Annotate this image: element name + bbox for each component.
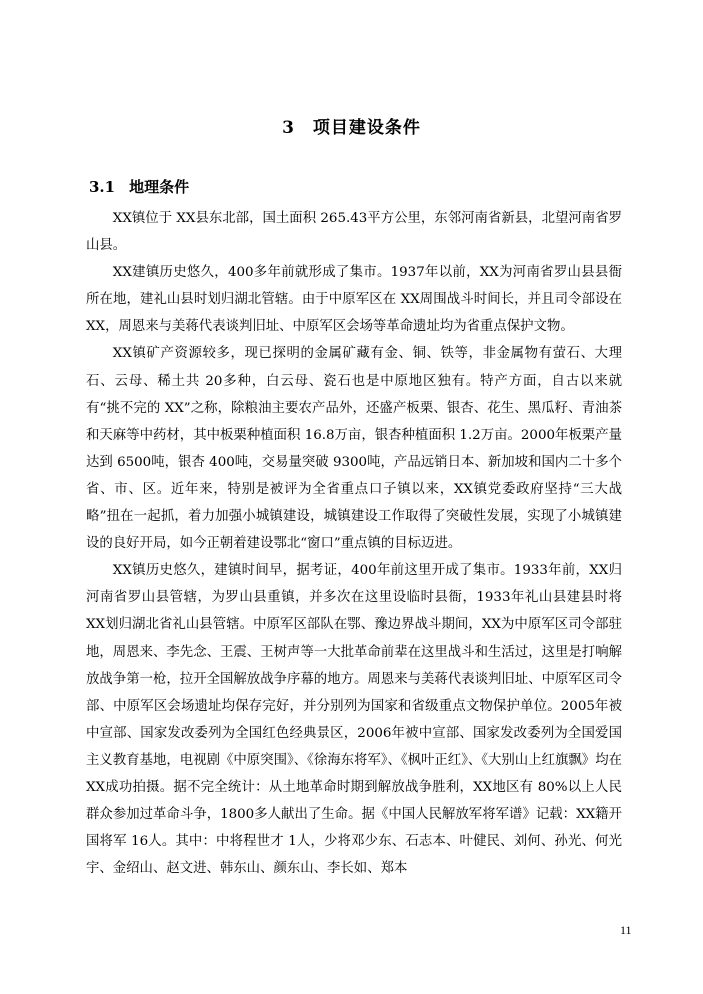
chapter-title xyxy=(0,116,703,140)
paragraph: XX镇历史悠久，建镇时间早，据考证，400年前这里开成了集市。1933年前，XX归河南省罗山县管辖，为罗山县重镇，并多次在这里设临时县衙，1933年礼山县建县时将 XX划归湖北省礼山县管辖。中原军区部队在鄂、豫边界战斗期间，XX为中原军区司令部驻地，周恩来、李先念、王震、王树声等一大批革命前辈在这里战斗和生活过，这里是打响解放战争第一枪，拉开全国解放战争序幕的地方。周恩来与美蒋代表谈判旧址、中原军区司令部、中原军区会场遗址均保存完好，并分别列为国家和省级重点文物保护单位。2005年被中宣部、国家发改委列为全国红色经典景区，2006年被中宣部、国家发改委列为全国爱国主义教育基地，电视剧《中原突围》、《徐海东将军》、《枫叶正红》、《大别山上红旗飘》均在 XX成功拍摄。据不完全统计：从土地革命时期到解放战争胜利，XX地区有 80%以上人民群众参加过革命斗争，1800多人献出了生命。据《中国人民解放军将军谱》记载：XX籍开国将军 16人。其中：中将程世才 1人，少将邓少东、石志本、叶健民、刘何、孙光、何光宇、金绍山、赵文进、韩东山、颜东山、李长如、郑本 xyxy=(86,563,622,877)
paragraph: XX镇位于 XX县东北部，国土面积 265.43平方公里，东邻河南省新县，北望河南省罗山县。 xyxy=(86,211,622,254)
body-text xyxy=(86,205,622,882)
section-title-text: 地理条件 xyxy=(129,178,190,196)
section-title xyxy=(89,176,189,198)
chapter-title-text: 项目建设条件 xyxy=(312,118,421,138)
chapter-number: 3 xyxy=(282,118,295,138)
section-number: 3.1 xyxy=(89,178,116,196)
paragraph: XX建镇历史悠久，400多年前就形成了集市。1937年以前，XX为河南省罗山县县衙所在地，建礼山县时划归湖北管辖。由于中原军区在 XX周围战斗时间长，并且司令部设在 XX，周恩来与美蒋代表谈判旧址、中原军区会场等革命遗址均为省重点保护文物。 xyxy=(86,265,622,335)
page-number: 11 xyxy=(620,923,632,937)
paragraph: XX镇矿产资源较多，现已探明的金属矿藏有金、铜、铁等，非金属物有萤石、大理石、云母、稀土共 20多种，白云母、瓷石也是中原地区独有。特产方面，自古以来就有“挑不完的 XX”之称，除粮油主要农产品外，还盛产板栗、银杏、花生、黑瓜籽、青油茶和天麻等中药材，其中板栗种植面积 16.8万亩，银杏种植面积 1.2万亩。2000年板栗产量达到 6500吨，银杏 400吨，交易量突破 9300吨，产品远销日本、新加坡和国内二十多个省、市、区。近年来，特别是被评为全省重点口子镇以来，XX镇党委政府坚持“三大战略”扭在一起抓，着力加强小城镇建设，城镇建设工作取得了突破性发展，实现了小城镇建设的良好开局，如今正朝着建设鄂北“窗口”重点镇的目标迈进。 xyxy=(86,346,622,552)
